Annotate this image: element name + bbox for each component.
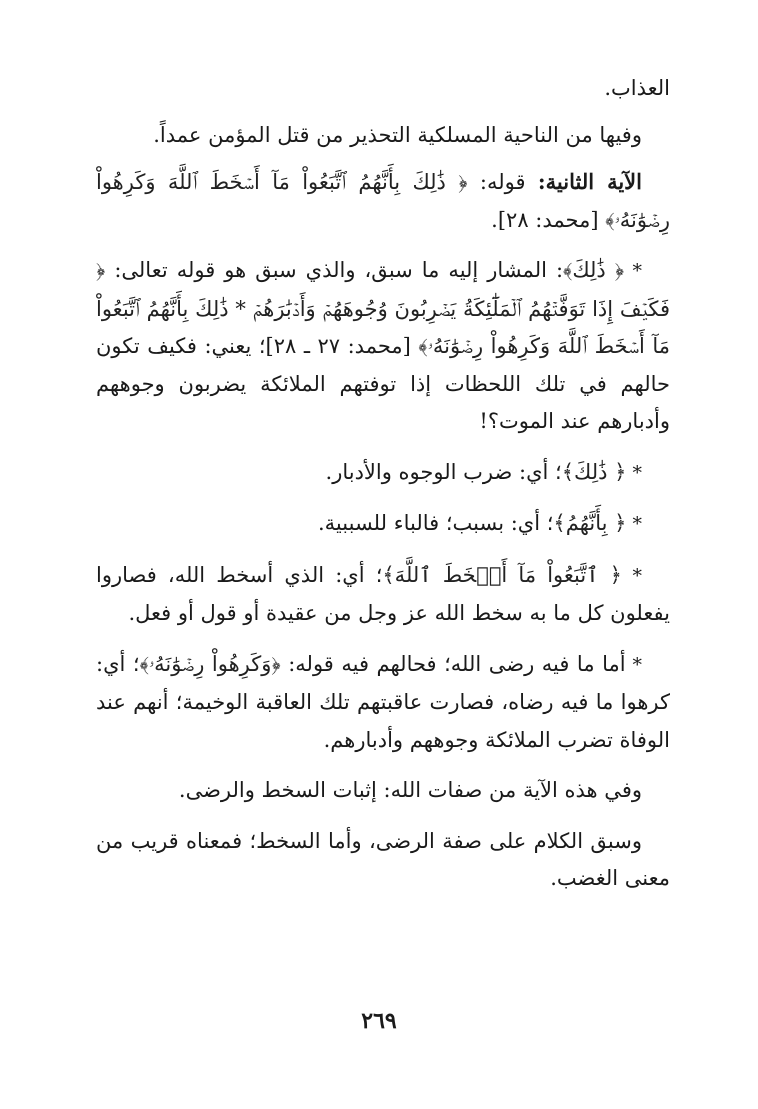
section-heading: الآية الثانية: bbox=[537, 169, 642, 194]
paragraph-text: قوله: bbox=[467, 170, 538, 194]
page-number: ٢٦٩ bbox=[361, 1008, 397, 1034]
paragraph-text: ؛ أي: كرهوا ما فيه رضاه، فصارت عاقبتهم تلك العاقبة الوخيمة؛ أنهم عند الوفاة تضرب الملائكة وجوههم وأدبارهم. bbox=[96, 651, 670, 752]
quran-verse: ﴿ ذَٰلِكَ بِأَنَّهُمُ ٱتَّبَعُواْ مَآ أَسۡخَطَ ٱللَّهَ وَكَرِهُواْ رِضۡوَٰنَهُۥ﴾ bbox=[96, 170, 670, 232]
paragraph-text: ؛ أي: بسبب؛ فالباء للسببية. bbox=[318, 511, 554, 535]
paragraph-4 bbox=[96, 252, 670, 441]
citation: [محمد: ٢٨]. bbox=[491, 207, 606, 232]
quran-verse: ﴿ فَكَيۡفَ إِذَا تَوَفَّتۡهُمُ ٱلۡمَلَٰٓئِكَةُ يَضۡرِبُونَ وُجُوهَهُمۡ وَأَدۡبَٰرَهُمۡ * ذَٰلِكَ بِأَنَّهُمُ ٱتَّبَعُواْ مَآ أَسۡخَطَ ٱللَّهَ وَكَرِهُواْ رِضۡوَٰنَهُۥ﴾ bbox=[96, 258, 670, 358]
bullet-star: * bbox=[626, 513, 642, 535]
bullet-star: * bbox=[626, 461, 642, 484]
quran-word: ﴿ بِأَنَّهُمُ﴾ bbox=[553, 511, 627, 535]
paragraph-2 bbox=[96, 117, 670, 155]
bullet-star: * bbox=[621, 564, 642, 587]
paragraph-6 bbox=[96, 505, 670, 544]
paragraph-1 bbox=[96, 70, 670, 108]
quran-word: ﴿ ٱتَّبَعُواْ مَآ أَسۡخَطَ ٱللَّهَ﴾ bbox=[382, 562, 622, 587]
paragraph-text: ؛ أي: ضرب الوجوه والأدبار. bbox=[325, 459, 562, 484]
paragraph-3 bbox=[96, 163, 670, 239]
paragraph-8 bbox=[96, 646, 670, 760]
quran-verse: ﴿وَكَرِهُواْ رِضۡوَٰنَهُۥ﴾ bbox=[139, 651, 281, 676]
paragraph-text: أما ما فيه رضى الله؛ فحالهم فيه قوله: bbox=[280, 651, 626, 676]
paragraph-text: [محمد: ٢٧ ـ ٢٨]؛ يعني: فكيف تكون حالهم في تلك اللحظات إذا توفتهم الملائكة يضربون وجوههم وأدبارهم عند الموت؟! bbox=[96, 334, 670, 433]
paragraph-7 bbox=[96, 557, 670, 633]
bullet-star: * bbox=[624, 260, 642, 282]
paragraph-text: ؛ أي: الذي أسخط الله، فصاروا يفعلون كل ما به سخط الله عز وجل من عقيدة أو قول أو فعل. bbox=[96, 562, 670, 625]
paragraph-text: وفيها من الناحية المسلكية التحذير من قتل المؤمن عمداً. bbox=[153, 122, 642, 147]
paragraph-text: : المشار إليه ما سبق، والذي سبق هو قوله تعالى: bbox=[105, 258, 564, 282]
quran-word: ﴿ ذَٰلِكَ﴾ bbox=[563, 258, 625, 282]
paragraph-text: وفي هذه الآية من صفات الله: إثبات السخط والرضى. bbox=[178, 778, 642, 802]
paragraph-10 bbox=[96, 823, 670, 898]
bullet-star: * bbox=[625, 653, 643, 676]
paragraph-5 bbox=[96, 454, 670, 493]
quran-word: ﴿ ذَٰلِكَ﴾ bbox=[561, 459, 627, 484]
paragraph-text: وسبق الكلام على صفة الرضى، وأما السخط؛ فمعناه قريب من معنى الغضب. bbox=[96, 828, 670, 890]
paragraph-9 bbox=[96, 772, 670, 810]
paragraph-text: العذاب. bbox=[604, 76, 670, 100]
